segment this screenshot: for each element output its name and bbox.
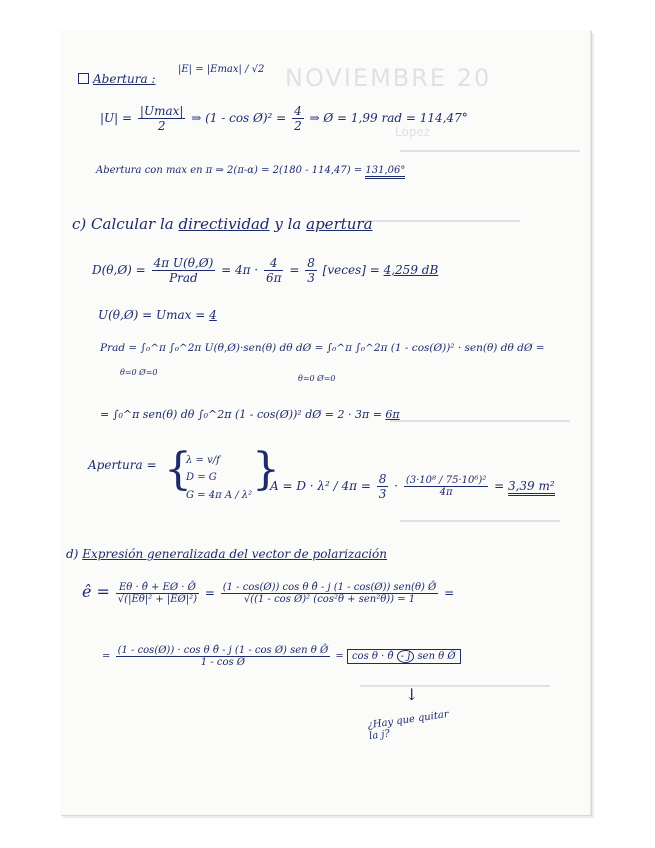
- show-through-title: NOVIEMBRE 20: [285, 64, 492, 92]
- checkbox-icon: [78, 73, 89, 84]
- directivity-equation: D(θ,Ø) = $\frac{\text{4π U(θ,Ø)}}{\text{Prad}}$ = 4π · $\frac{4}{6\pi}$ = $\frac{8}{3}$ [veces] = 4,259 dB: [92, 256, 439, 285]
- scanned-page: [60, 30, 591, 815]
- apertura-left-brace: {: [164, 444, 192, 495]
- apertura-def-2: D = G: [186, 472, 217, 483]
- polarization-equation: ê = $\frac{E\theta \cdot \thetâ + EØ \cdot Ø̂}{\text{√(|Eθ|² + |EØ|²)}}$ = $\frac{\text{(1 - cos(Ø)) cos θ θ̂ - j (1 - cos(Ø)) sen(θ) Ø̂}}{\text{√((1 - cos Ø)² (cos²θ + sen²θ)) = 1}}$ =: [82, 582, 455, 605]
- apertura-def-1: λ = v/f: [186, 455, 220, 466]
- section-d-heading: d) Expresión generalizada del vector de polarización: [66, 547, 388, 561]
- section-c-heading: c) Calcular la directividad y la apertura: [72, 215, 373, 233]
- apertura-block: Apertura =: [88, 458, 157, 472]
- umax-line: U(θ,Ø) = Umax = 4: [98, 308, 217, 322]
- prad-limits-left: θ=0 Ø=0: [120, 368, 158, 377]
- apertura-right-brace: }: [252, 444, 280, 495]
- margin-note: ¿Hay que quitar la j?: [366, 709, 450, 743]
- abertura-eq1: |E| = |Emax| / √2: [178, 64, 265, 75]
- circled-j: - j: [397, 650, 415, 663]
- polarization-line2: = $\frac{\text{(1 - cos(Ø)) · cos θ θ̂ - j (1 - cos Ø) sen θ Ø̂}}{\text{1 - cos Ø}}$ = cos θ · θ̂ - j sen θ Ø̂: [102, 645, 461, 668]
- apertura-def-3: G = 4π A / λ²: [186, 490, 253, 501]
- abertura-heading: Abertura :: [78, 72, 155, 86]
- show-through-line: [390, 420, 570, 422]
- prad-line: Prad = ∫₀^π ∫₀^2π U(θ,Ø)·sen(θ) dθ dØ = ∫₀^π ∫₀^2π (1 - cos(Ø))² · sen(θ) dθ dØ =: [100, 342, 545, 354]
- show-through-line: [400, 150, 580, 152]
- abertura-eq2: |U| = $\frac{|Umax|}{2}$ ⇒ (1 - cos Ø)² = $\frac{4}{2}$ ⇒ Ø = 1,99 rad = 114,47°: [100, 104, 468, 133]
- arrow-icon: ↓: [405, 685, 419, 704]
- apertura-equation: A = D · λ² / 4π = $\frac{8}{3}$ · $\frac{\text{(3·10⁸ / 75·10⁶)²}}{4\pi}$ = 3,39 m²: [270, 472, 555, 501]
- show-through-mark: Lopez: [395, 125, 431, 139]
- abertura-line2: Abertura con max en π ⇒ 2(π-α) = 2(180 - 114,47) = 131,06°: [96, 165, 405, 176]
- prad-limits-right: θ=0 Ø=0: [298, 374, 336, 383]
- show-through-line: [360, 220, 520, 222]
- show-through-line: [360, 685, 550, 687]
- integral-line: = ∫₀^π sen(θ) dθ ∫₀^2π (1 - cos(Ø))² dØ = 2 · 3π = 6π: [100, 408, 400, 421]
- show-through-line: [400, 520, 560, 522]
